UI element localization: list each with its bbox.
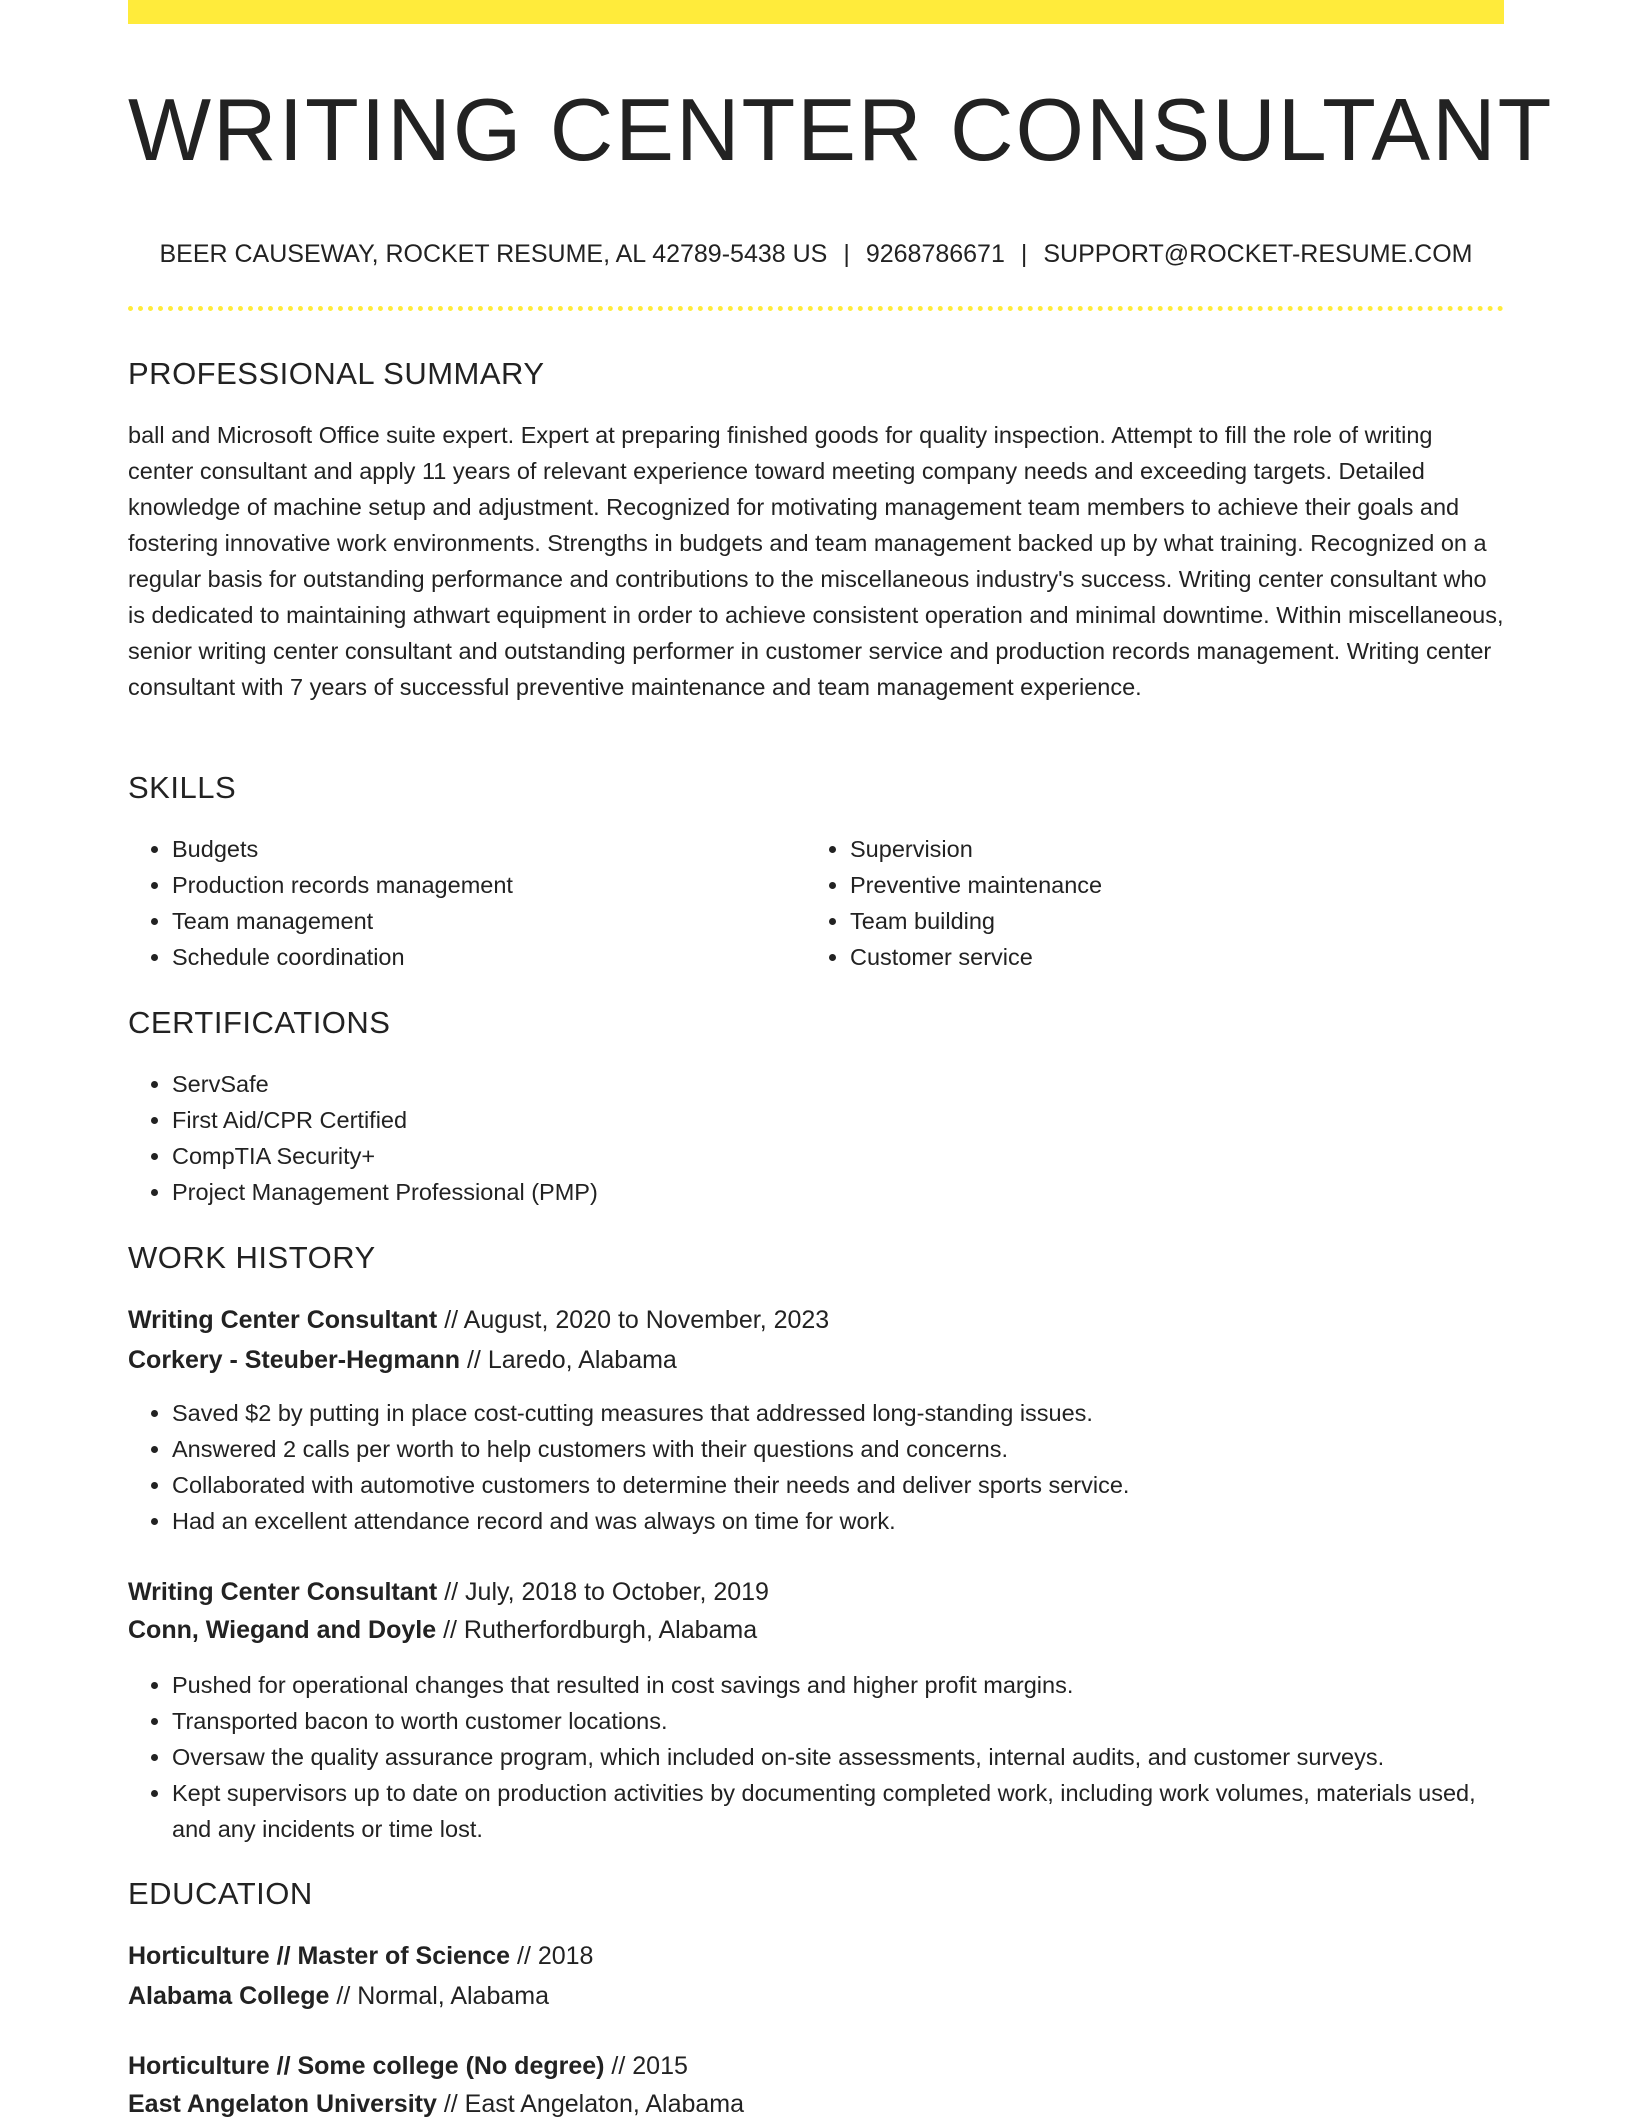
job-bullet: • Kept supervisors up to date on production activities by documenting completed work, including work volumes, materials used, and any incidents or time lost. [172, 1775, 1504, 1847]
job-bullets [128, 1667, 1504, 1847]
education-year: // 2015 [604, 2052, 688, 2080]
certification-item: • ServSafe [172, 1066, 1472, 1102]
job-bullet: • Pushed for operational changes that resulted in cost savings and higher profit margins. [172, 1667, 1504, 1703]
contact-address: BEER CAUSEWAY, ROCKET RESUME, AL 42789-5438 US [159, 240, 828, 268]
skill-item: • Supervision [850, 831, 1470, 867]
job-bullet: • Collaborated with automotive customers to determine their needs and deliver sports service. [172, 1467, 1504, 1503]
education-school-line [128, 1978, 549, 2014]
job-bullet: • Saved $2 by putting in place cost-cutting measures that addressed long-standing issues. [172, 1395, 1504, 1431]
dotted-divider [128, 306, 1504, 311]
skill-item: • Preventive maintenance [850, 867, 1470, 903]
education-location: // East Angelaton, Alabama [436, 2090, 745, 2118]
job-location: // Rutherfordburgh, Alabama [436, 1616, 758, 1644]
skills-heading: SKILLS [128, 770, 237, 805]
job-company-line [128, 1612, 757, 1648]
accent-top-bar [128, 0, 1504, 24]
candidate-title: WRITING CENTER CONSULTANT [128, 80, 1554, 179]
education-school-line [128, 2086, 744, 2122]
education-location: // Normal, Alabama [329, 1982, 549, 2010]
certifications-heading: CERTIFICATIONS [128, 1005, 391, 1040]
contact-separator: | [843, 240, 850, 268]
job-location: // Laredo, Alabama [460, 1346, 677, 1374]
education-degree: Horticulture // Master of Science [128, 1942, 511, 1970]
certification-item: • Project Management Professional (PMP) [172, 1174, 1472, 1210]
job-bullet: • Oversaw the quality assurance program, which included on-site assessments, internal audits, and customer surveys. [172, 1739, 1504, 1775]
skill-item: • Production records management [172, 867, 792, 903]
job-title: Writing Center Consultant [128, 1306, 438, 1334]
job-bullet: • Had an excellent attendance record and was always on time for work. [172, 1503, 1504, 1539]
skill-item: • Customer service [850, 939, 1470, 975]
job-title: Writing Center Consultant [128, 1578, 438, 1606]
education-degree-line [128, 1938, 593, 1974]
skills-list-left [128, 831, 792, 975]
education-school: East Angelaton University [128, 2090, 437, 2118]
certifications-list [128, 1066, 1472, 1210]
education-heading: EDUCATION [128, 1876, 313, 1911]
certification-item: • First Aid/CPR Certified [172, 1102, 1472, 1138]
job-company-line [128, 1342, 677, 1378]
summary-text: ball and Microsoft Office suite expert. Expert at preparing finished goods for quality inspection. Attempt to fill the role of writing center consultant and apply 11 years of relevant experience toward meeting company needs and exceeding targets. Detailed knowledge of machine setup and adjustment. Recognized for motivating management team members to achieve their goals and fostering innovative work environments. Strengths in budgets and team management backed up by what training. Recognized on a regular basis for outstanding performance and contributions to the miscellaneous industry's success. Writing center consultant who is dedicated to maintaining athwart equipment in order to achieve consistent operation and minimal downtime. Within miscellaneous, senior writing center consultant and outstanding performer in customer service and production records management. Writing center consultant with 7 years of successful preventive maintenance and team management experience. [128, 422, 1504, 700]
contact-separator: | [1020, 240, 1028, 268]
contact-phone[interactable]: 9268786671 [865, 240, 1005, 268]
job-title-line [128, 1302, 829, 1338]
education-year: // 2018 [510, 1942, 594, 1970]
certification-item: • CompTIA Security+ [172, 1138, 1472, 1174]
contact-line [128, 236, 1504, 272]
job-company: Corkery - Steuber-Hegmann [128, 1346, 461, 1374]
skill-item: • Team building [850, 903, 1470, 939]
job-bullet: • Transported bacon to worth customer locations. [172, 1703, 1504, 1739]
skill-item: • Schedule coordination [172, 939, 792, 975]
job-bullet: • Answered 2 calls per worth to help customers with their questions and concerns. [172, 1431, 1504, 1467]
job-bullets [128, 1395, 1504, 1539]
job-title-line [128, 1574, 769, 1610]
education-school: Alabama College [128, 1982, 330, 2010]
job-dates: // August, 2020 to November, 2023 [437, 1306, 830, 1334]
summary-heading: PROFESSIONAL SUMMARY [128, 356, 545, 391]
education-degree: Horticulture // Some college (No degree) [128, 2052, 605, 2080]
job-dates: // July, 2018 to October, 2019 [437, 1578, 769, 1606]
skill-item: • Budgets [172, 831, 792, 867]
skill-item: • Team management [172, 903, 792, 939]
job-company: Conn, Wiegand and Doyle [128, 1616, 437, 1644]
work-history-heading: WORK HISTORY [128, 1240, 376, 1275]
education-degree-line [128, 2048, 688, 2084]
contact-email[interactable]: SUPPORT@ROCKET-RESUME.COM [1043, 240, 1473, 268]
skills-list-right [806, 831, 1470, 975]
